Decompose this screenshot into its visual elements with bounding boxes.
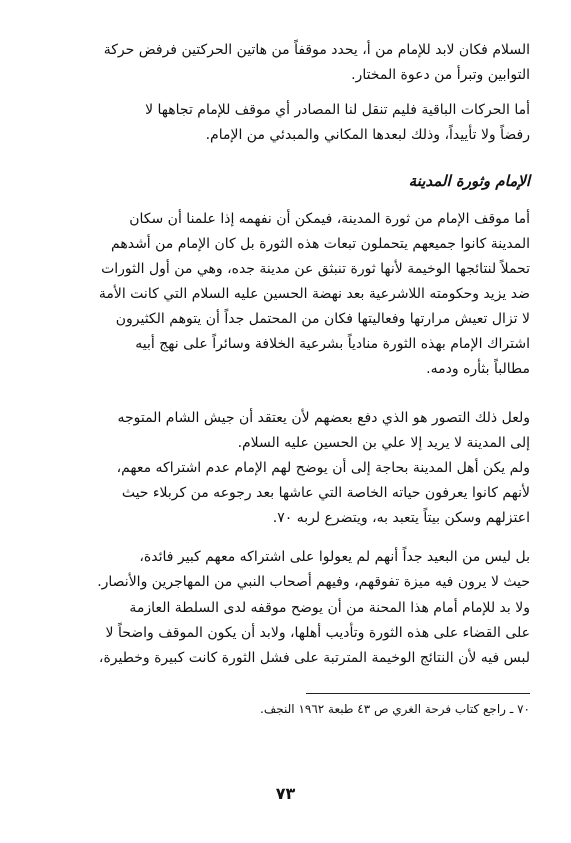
section-heading: الإمام وثورة المدينة [408, 172, 530, 190]
text-line: بل ليس من البعيد جداً أنهم لم يعولوا على اشتراكه معهم كبير فائدة، [139, 549, 530, 565]
paragraph-2 [44, 98, 530, 148]
text-line: لأنهم كانوا يعرفون حياته الخاصة التي عاشها بعد رجوعه من كربلاء حيث [121, 485, 530, 501]
text-line: أما الحركات الباقية فليم تنقل لنا المصادر أي موقف للإمام تجاهها لا [145, 102, 530, 118]
paragraph-1 [44, 38, 530, 88]
text-line: التوابين وتبرأ من دعوة المختار. [351, 67, 530, 83]
footnote: ٧٠ ـ راجع كتاب فرحة الغري ص ٤٣ طبعة ١٩٦٢ النجف. [260, 702, 530, 716]
paragraph-3 [44, 207, 530, 382]
paragraph-5 [44, 456, 530, 531]
text-line: أما موقف الإمام من ثورة المدينة، فيمكن أن نفهمه إذا علمنا أن سكان [129, 211, 530, 227]
paragraph-6 [44, 545, 530, 595]
text-line: ولم يكن أهل المدينة بحاجة إلى أن يوضح لهم الإمام عدم اشتراكه معهم، [116, 460, 530, 476]
paragraph-4 [44, 406, 530, 456]
text-line: تحملاً لنتائجها الوخيمة لأنها ثورة تنبثق عن مدينة جده، وهي من أول الثورات [101, 261, 530, 277]
text-line: رفضاً ولا تأييداً، وذلك لبعدها المكاني والمبدئي من الإمام. [205, 127, 530, 143]
text-line: ولعل ذلك التصور هو الذي دفع بعضهم لأن يعتقد أن جيش الشام المتوجه [117, 410, 530, 426]
text-line: السلام فكان لابد للإمام من أ، يحدد موقفاً من هاتين الحركتين فرفض حركة [103, 42, 530, 58]
text-line: المدينة كانوا جميعهم يتحملون تبعات هذه الثورة بل كان الإمام من أشدهم [111, 236, 530, 252]
text-line: حيث لا يرون فيه ميزة تفوقهم، وفيهم أصحاب النبي من المهاجرين والأنصار. [97, 574, 530, 590]
footnote-divider [306, 693, 530, 694]
text-line: لبس فيه لأن النتائج الوخيمة المترتبة على فشل الثورة كانت كبيرة وخطيرة، [98, 650, 530, 666]
text-line: اعتزلهم وسكن بيتاً يتعبد به، ويتضرع لربه ٧٠. [272, 510, 530, 526]
text-line: مطالباً بثأره ودمه. [426, 361, 530, 377]
text-line: لا تزال تعيش مرارتها وفعاليتها فكان من المحتمل جداً أن يتوهم الكثيرون [115, 311, 530, 327]
text-line: اشتراك الإمام بهذه الثورة منادياً بشرعية الخلافة وسائراً على نهج أبيه [135, 336, 530, 352]
page-number: ٧٣ [275, 784, 296, 803]
text-line: ضد يزيد وحكومته اللاشرعية بعد نهضة الحسين عليه السلام التي كانت الأمة [98, 286, 530, 302]
text-line: على القضاء على هذه الثورة وتأديب أهلها، ولابد أن يكون الموقف واضحاً لا [105, 625, 530, 641]
text-line: إلى المدينة لا يريد إلا علي بن الحسين عليه السلام. [237, 435, 530, 451]
text-line: ولا بد للإمام أمام هذا المحنة من أن يوضح موقفه لدى السلطة العازمة [129, 600, 530, 616]
paragraph-7 [44, 596, 530, 671]
